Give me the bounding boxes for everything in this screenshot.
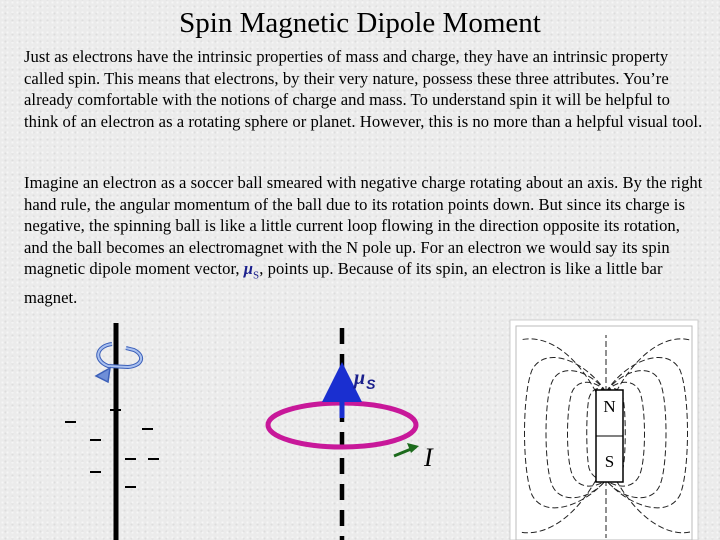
minus-sign <box>90 471 101 473</box>
mu-subscript-inline: S <box>253 269 260 282</box>
paragraph-text-after-mu: , points up. Because of its spin, an electron is like a little bar magnet. <box>24 259 663 307</box>
intro-paragraph: Just as electrons have the intrinsic properties of mass and charge, they have an intrinsic property called spin. This means that electrons, by their very nature, possess these three attributes. You’re already comfortable with the notions of charge and mass. To understand spin it will be helpful to think of an electron as a rotating sphere or planet. However, this is no more than a helpful visual tool. <box>24 47 703 131</box>
south-pole-label: S <box>604 452 615 471</box>
spinning-ball-figure <box>65 323 159 540</box>
mu-symbol-inline: $\mu_S$ <box>243 259 260 282</box>
minus-sign <box>110 409 121 411</box>
minus-sign <box>125 486 136 488</box>
minus-sign <box>125 458 136 460</box>
paragraph-text-before-mu: Imagine an electron as a soccer ball smeared with negative charge rotating about an axis. By the right hand rule, the angular momentum of the ball due to its rotation points down. But since its charge is negative, the spinning ball is like a little current loop flowing in the direction opposite its rotation, and the ball becomes an electromagnet with the N pole up. For an electron we would say its spin magnetic dipole moment vector, <box>24 173 703 278</box>
rotation-arrow-icon <box>96 344 141 382</box>
bar-magnet-figure <box>510 320 698 540</box>
minus-sign <box>65 421 76 423</box>
page-title: Spin Magnetic Dipole Moment <box>179 7 541 39</box>
north-pole-label: N <box>603 397 616 416</box>
minus-sign <box>142 428 153 430</box>
current-label: I <box>424 443 433 472</box>
minus-sign <box>90 439 101 441</box>
current-loop-figure <box>268 328 434 540</box>
current-direction-arrow <box>394 443 419 456</box>
negative-charges <box>65 409 159 488</box>
mu-s-label: $\mu_S$ <box>354 367 376 392</box>
minus-sign <box>148 458 159 460</box>
